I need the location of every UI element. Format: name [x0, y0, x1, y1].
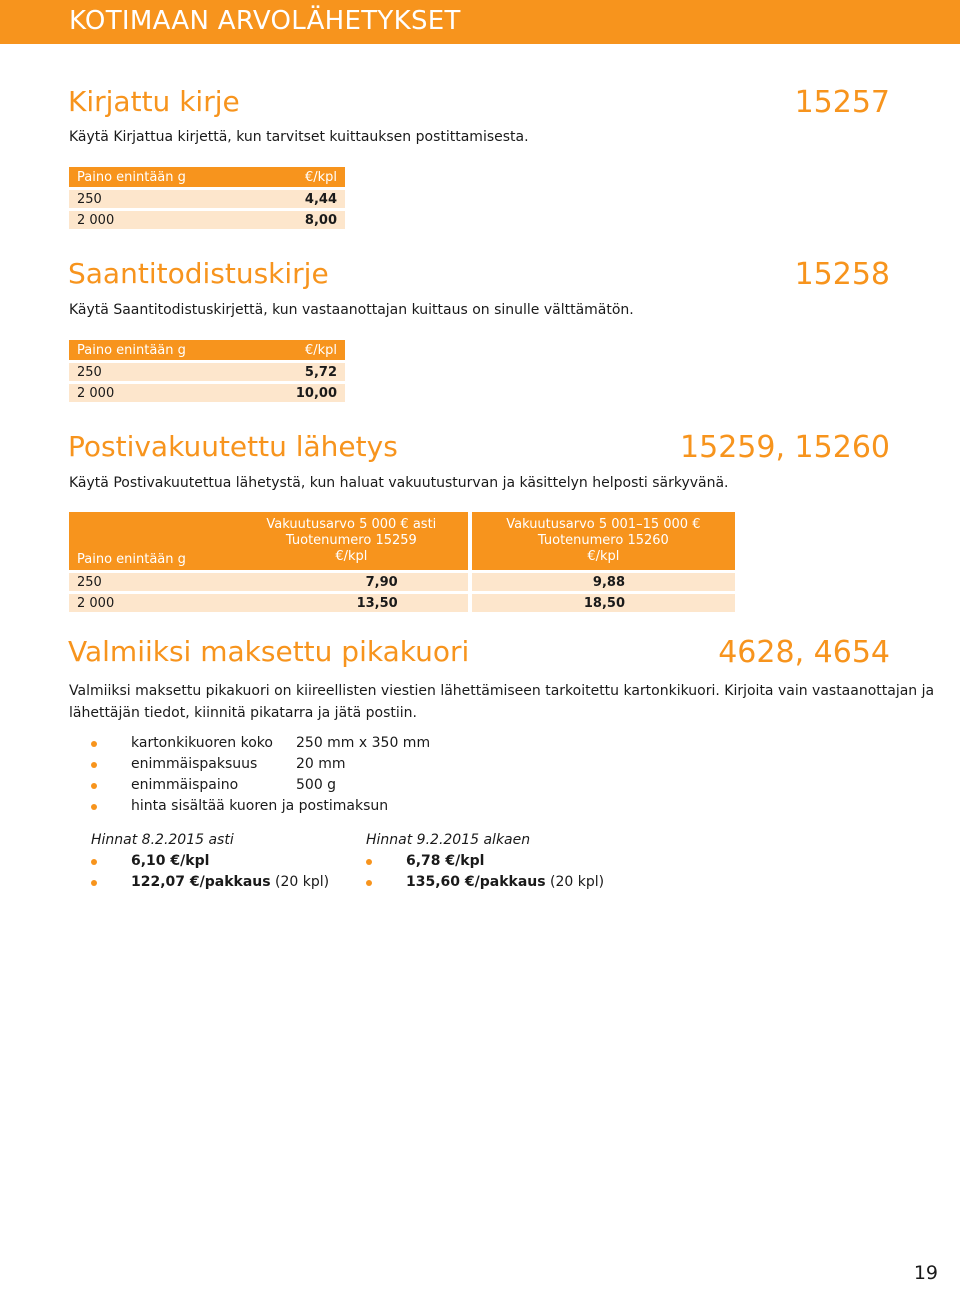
header-line: Vakuutusarvo 5 000 € asti: [266, 517, 437, 532]
page-number: 19: [913, 1262, 938, 1284]
section-description-postivakuutettu: Käytä Postivakuutettua lähetystä, kun haluat vakuutusturvan ja käsittelyn helposti särkyvänä.: [69, 475, 729, 491]
table-header-insured-15259: [235, 512, 468, 570]
spec-list: [89, 733, 689, 817]
price-extra: (20 kpl): [270, 874, 330, 890]
price-value: 6,10 €/kpl: [131, 853, 210, 869]
list-item: [89, 775, 689, 796]
table-row: [69, 573, 735, 591]
page-header-title: KOTIMAAN ARVOLÄHETYKSET: [69, 6, 461, 36]
section-description-pikakuori: [69, 680, 934, 724]
price-list-until: [89, 851, 359, 893]
header-line: €/kpl: [587, 549, 620, 564]
table-header-row: [69, 512, 735, 570]
table-header-insured-15260: [472, 512, 735, 570]
product-number-pikakuori: 4628, 4654: [718, 635, 890, 670]
header-line: Tuotenumero 15260: [537, 533, 669, 548]
table-cell-price-15259: 7,90: [235, 573, 468, 591]
price-table-postivakuutettu: [69, 509, 735, 615]
price-heading-until: Hinnat 8.2.2015 asti: [91, 832, 234, 848]
header-line: €/kpl: [335, 549, 368, 564]
price-extra: (20 kpl): [545, 874, 605, 890]
list-item: [89, 872, 359, 893]
header-line: Tuotenumero 15259: [285, 533, 417, 548]
spec-value: 20 mm: [296, 756, 346, 772]
page-header-bar: [0, 0, 960, 44]
table-row: [69, 190, 345, 208]
price-list-from: [364, 851, 644, 893]
table-cell-price: 4,44: [268, 190, 345, 208]
list-item: [89, 754, 689, 775]
table-cell-weight: 2 000: [69, 594, 235, 612]
spec-label: hinta sisältää kuoren ja postimaksun: [131, 798, 389, 814]
table-cell-weight: 250: [69, 190, 268, 208]
section-title-kirjattu-kirje: Kirjattu kirje: [68, 85, 240, 118]
price-value: 122,07 €/pakkaus: [131, 874, 271, 890]
table-header-weight: Paino enintään g: [69, 167, 268, 187]
table-cell-price-15260: 18,50: [472, 594, 735, 612]
table-cell-weight: 2 000: [69, 211, 268, 229]
table-cell-price-15259: 13,50: [235, 594, 468, 612]
table-row: [69, 594, 735, 612]
table-row: [69, 384, 345, 402]
list-item: [364, 872, 644, 893]
spec-label: kartonkikuoren koko: [131, 735, 273, 751]
table-cell-weight: 250: [69, 363, 258, 381]
table-header-price: €/kpl: [258, 340, 345, 360]
header-line: Vakuutusarvo 5 001–15 000 €: [506, 517, 701, 532]
table-header-row: [69, 167, 345, 187]
price-table-saantitodistuskirje: [69, 337, 345, 405]
table-header-weight: Paino enintään g: [69, 512, 235, 570]
list-item: [89, 851, 359, 872]
spec-value: 250 mm x 350 mm: [296, 735, 431, 751]
description-line: lähettäjän tiedot, kiinnitä pikatarra ja jätä postiin.: [69, 705, 418, 721]
table-header-weight: Paino enintään g: [69, 340, 258, 360]
section-title-postivakuutettu: Postivakuutettu lähetys: [68, 430, 398, 463]
list-item: [89, 733, 689, 754]
table-cell-weight: 250: [69, 573, 235, 591]
section-title-saantitodistuskirje: Saantitodistuskirje: [68, 257, 329, 290]
table-header-row: [69, 340, 345, 360]
spec-label: enimmäispaino: [131, 777, 239, 793]
table-header-price: €/kpl: [268, 167, 345, 187]
list-item: [364, 851, 644, 872]
table-cell-price: 5,72: [258, 363, 345, 381]
price-value: 135,60 €/pakkaus: [406, 874, 546, 890]
section-description-saantitodistuskirje: Käytä Saantitodistuskirjettä, kun vastaanottajan kuittaus on sinulle välttämätön.: [69, 302, 634, 318]
table-cell-price-15260: 9,88: [472, 573, 735, 591]
product-number-saantitodistuskirje: 15258: [794, 257, 890, 292]
list-item: [89, 796, 689, 817]
price-table-kirjattu-kirje: [69, 164, 345, 232]
spec-label: enimmäispaksuus: [131, 756, 258, 772]
table-row: [69, 363, 345, 381]
table-cell-weight: 2 000: [69, 384, 258, 402]
price-heading-from: Hinnat 9.2.2015 alkaen: [366, 832, 531, 848]
product-number-postivakuutettu: 15259, 15260: [680, 430, 890, 465]
price-value: 6,78 €/kpl: [406, 853, 485, 869]
table-cell-price: 8,00: [268, 211, 345, 229]
section-title-pikakuori: Valmiiksi maksettu pikakuori: [68, 635, 470, 668]
description-line: Valmiiksi maksettu pikakuori on kiireellisten viestien lähettämiseen tarkoitettu kartonkikuori. Kirjoita vain vastaanottajan ja: [69, 683, 935, 699]
section-description-kirjattu-kirje: Käytä Kirjattua kirjettä, kun tarvitset kuittauksen postittamisesta.: [69, 129, 529, 145]
spec-value: 500 g: [296, 777, 337, 793]
table-cell-price: 10,00: [258, 384, 345, 402]
table-row: [69, 211, 345, 229]
product-number-kirjattu-kirje: 15257: [794, 85, 890, 120]
